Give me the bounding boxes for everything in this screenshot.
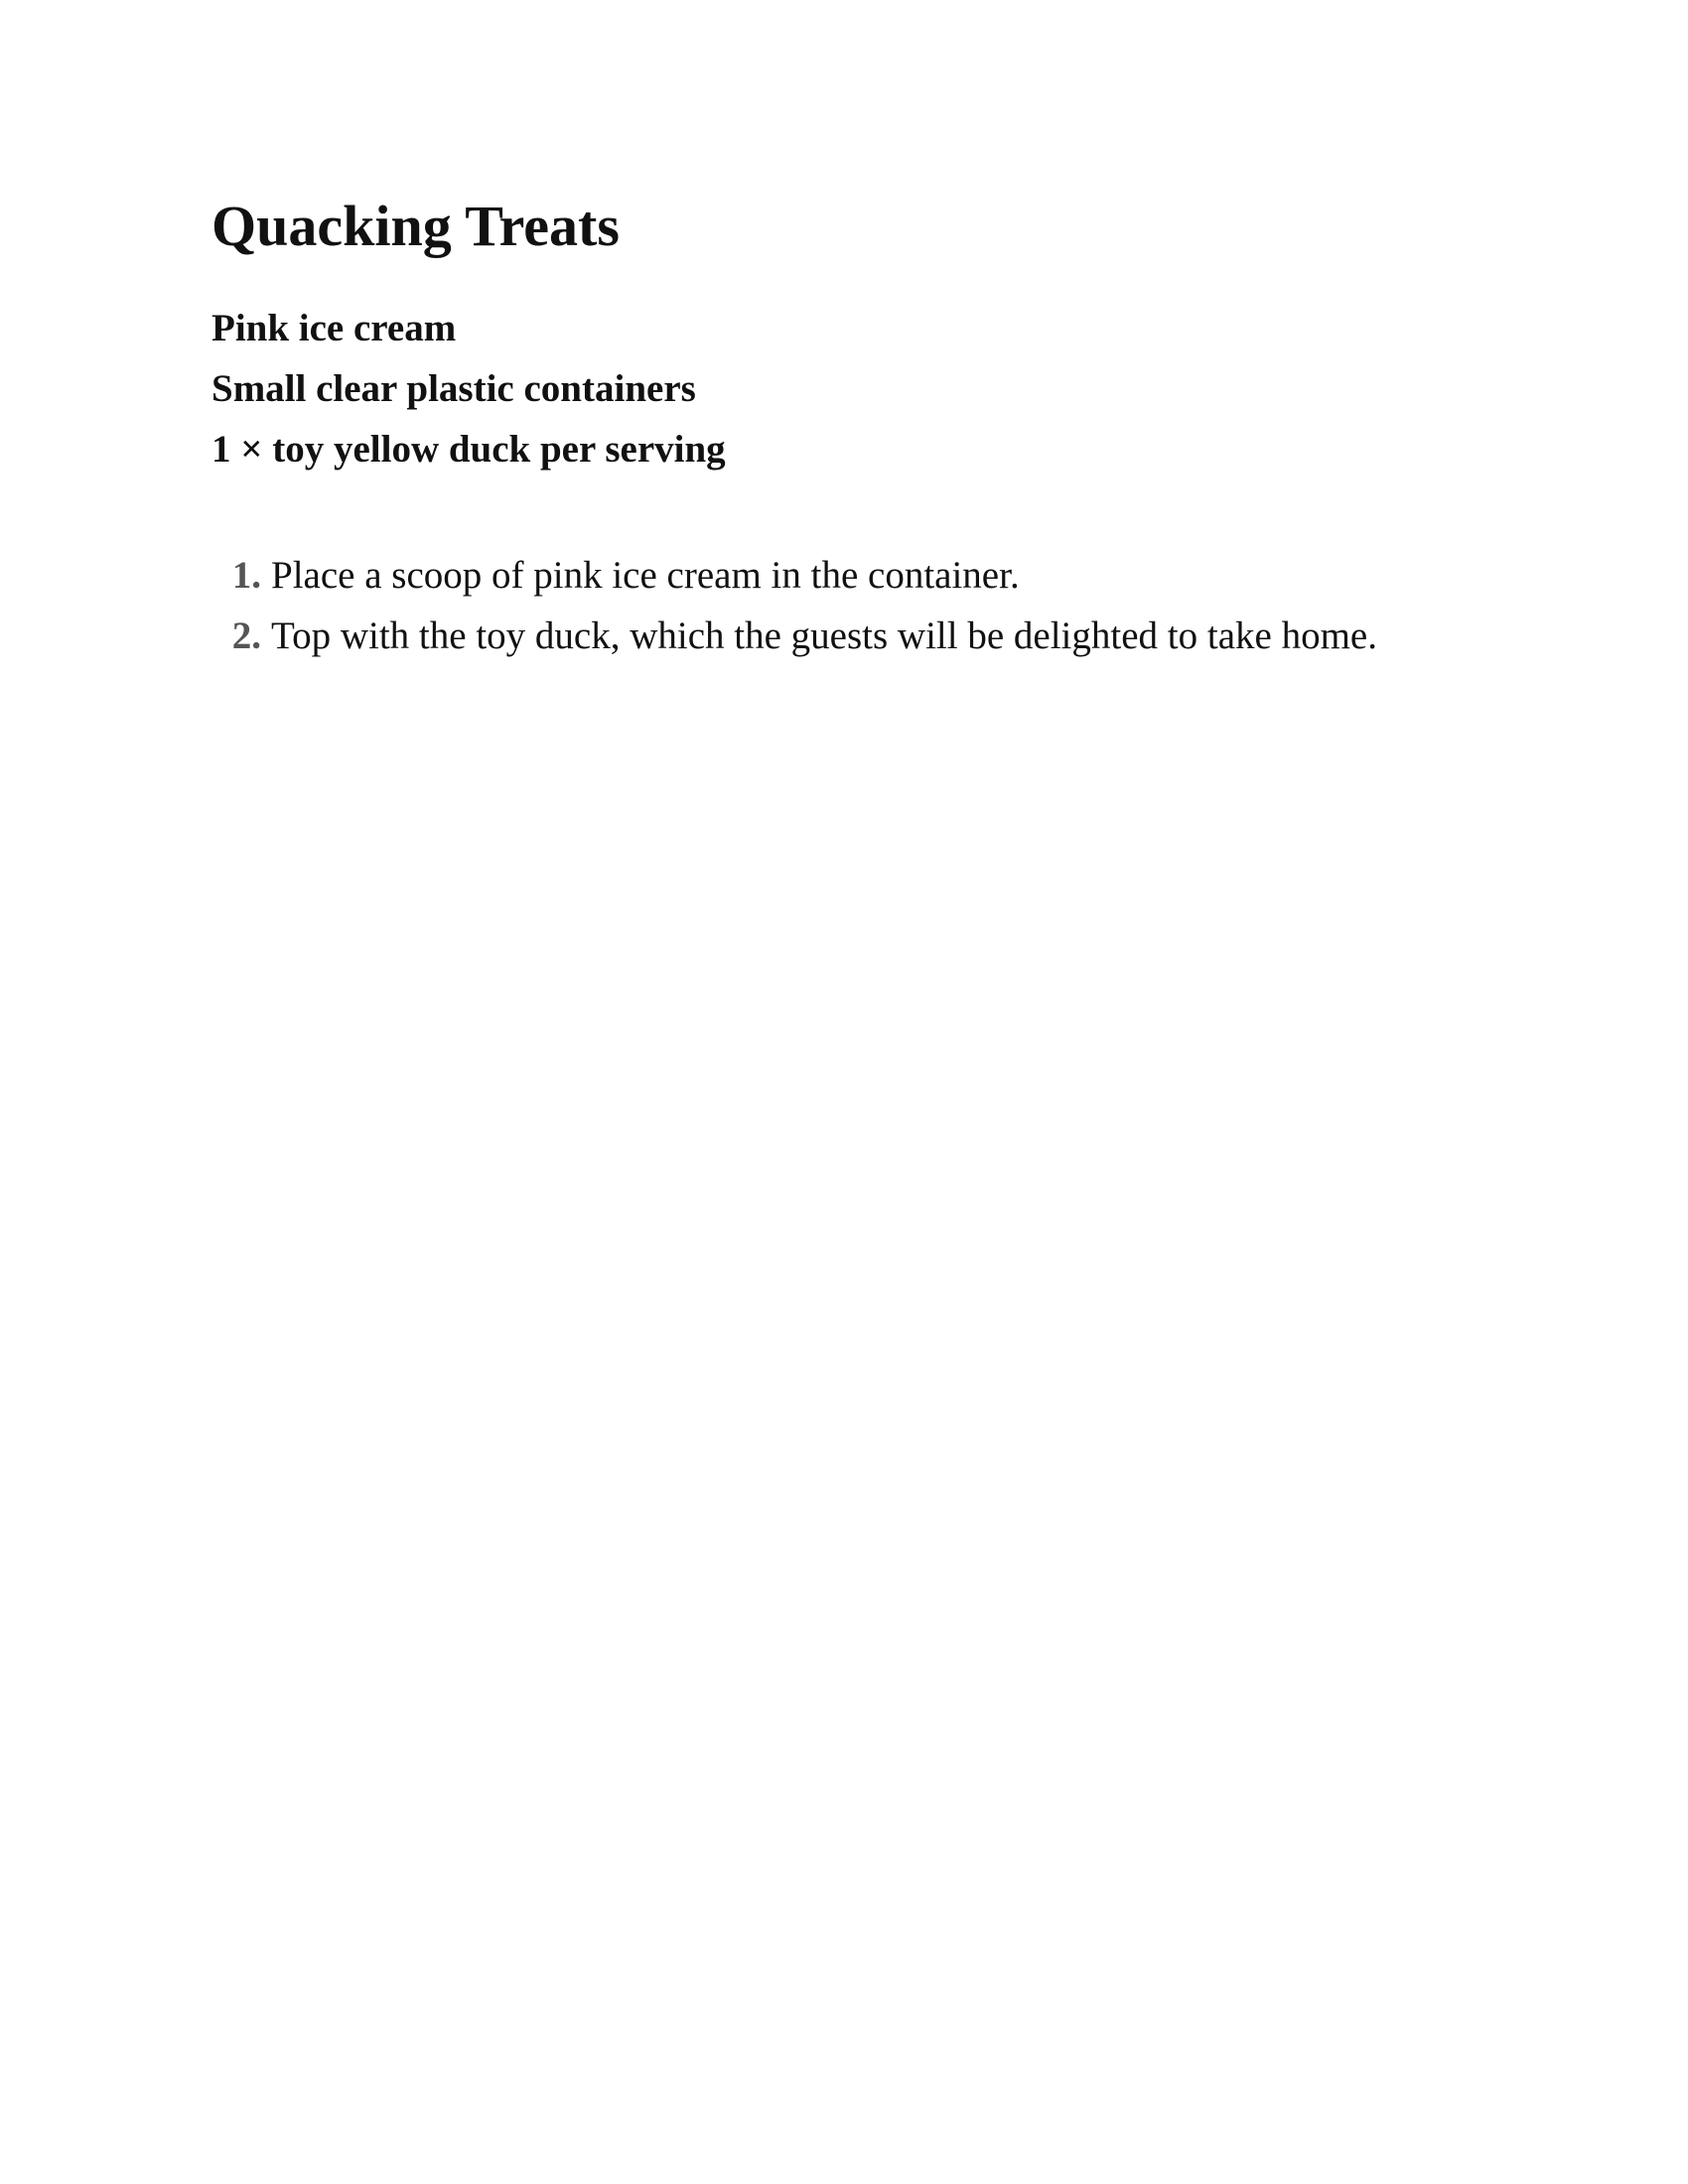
recipe-title: Quacking Treats xyxy=(211,194,620,258)
ingredient-item: Pink ice cream xyxy=(211,306,457,349)
instruction-step xyxy=(211,545,1502,606)
instruction-list xyxy=(211,545,1502,666)
document-page xyxy=(211,194,1502,666)
step-text: Place a scoop of pink ice cream in the container. xyxy=(271,553,1020,597)
step-number: 2. xyxy=(231,614,261,657)
step-number: 1. xyxy=(231,553,261,597)
ingredient-item: 1 × toy yellow duck per serving xyxy=(211,427,726,471)
ingredient-list xyxy=(211,298,1502,479)
ingredient-item: Small clear plastic containers xyxy=(211,366,696,410)
instruction-step xyxy=(211,606,1502,666)
step-text: Top with the toy duck, which the guests will be delighted to take home. xyxy=(271,614,1377,657)
